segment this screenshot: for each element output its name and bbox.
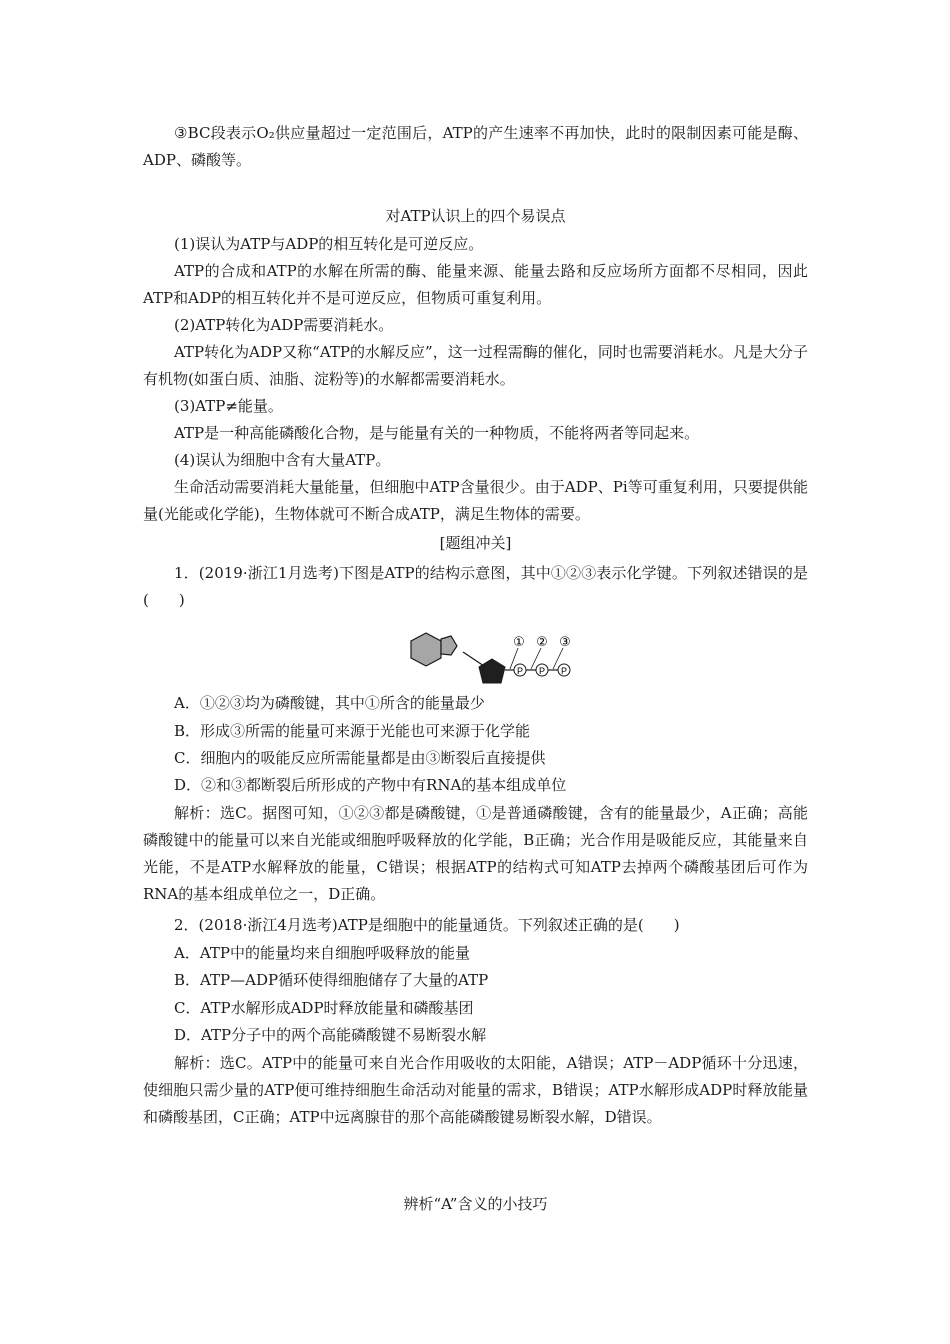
adenine-ring xyxy=(411,633,457,666)
misconception-1-body: ATP的合成和ATP的水解在所需的酶、能量来源、能量去路和反应场所方面都不尽相同，因此ATP和ADP的相互转化并不是可逆反应，但物质可重复利用。 xyxy=(143,262,808,307)
adenine-pentagon xyxy=(441,636,457,655)
question-2-option-a: A．ATP中的能量均来自细胞呼吸释放的能量 xyxy=(174,944,470,962)
bond-label-2: ② xyxy=(536,635,548,650)
question-2-stem: 2．(2018·浙江4月选考)ATP是细胞中的能量通货。下列叙述正确的是( ) xyxy=(174,916,680,934)
question-1-analysis: 解析：选C。据图可知，①②③都是磷酸键，①是普通磷酸键，含有的能量最少，A正确；高能磷酸键中的能量可以来自光能或细胞呼吸释放的化学能，B正确；光合作用是吸能反应，其能量来自光能，不是ATP水解释放的能量，C错误；根据ATP的结构式可知ATP去掉两个磷酸基团后可作为RNA的基本组成单位之一，D正确。 xyxy=(143,804,808,903)
question-2-option-b: B．ATP—ADP循环使得细胞储存了大量的ATP xyxy=(174,971,489,989)
practice-heading: [题组冲关] xyxy=(439,534,512,552)
bond-label-3: ③ xyxy=(559,635,571,650)
misconception-2-body: ATP转化为ADP又称“ATP的水解反应”，这一过程需酶的催化，同时也需要消耗水。凡是大分子有机物(如蛋白质、油脂、淀粉等)的水解都需要消耗水。 xyxy=(143,343,808,388)
misconception-4-body: 生命活动需要消耗大量能量，但细胞中ATP含量很少。由于ADP、Pi等可重复利用，只要提供能量(光能或化学能)，生物体就可不断合成ATP，满足生物体的需要。 xyxy=(143,478,808,523)
atp-structure-diagram xyxy=(408,626,578,694)
question-1-option-a: A．①②③均为磷酸键，其中①所含的能量最少 xyxy=(174,694,485,712)
section-title-atp-misconceptions: 对ATP认识上的四个易误点 xyxy=(385,207,566,225)
misconception-2-heading: (2)ATP转化为ADP需要消耗水。 xyxy=(174,316,394,334)
svg-text:P: P xyxy=(560,666,568,676)
section-title-a-meaning: 辨析“A”含义的小技巧 xyxy=(403,1195,548,1213)
misconception-3-body: ATP是一种高能磷酸化合物，是与能量有关的一种物质，不能将两者等同起来。 xyxy=(174,424,700,442)
svg-text:P: P xyxy=(516,666,524,676)
question-1-option-c: C．细胞内的吸能反应所需能量都是由③断裂后直接提供 xyxy=(174,749,546,767)
adenine-hexagon xyxy=(411,633,441,666)
phosphate-2 xyxy=(536,664,548,676)
question-1-option-d: D．②和③都断裂后所形成的产物中有RNA的基本组成单位 xyxy=(174,776,567,794)
svg-text:P: P xyxy=(538,666,546,676)
intro-item-3: ③BC段表示O₂供应量超过一定范围后，ATP的产生速率不再加快，此时的限制因素可能是酶、ADP、磷酸等。 xyxy=(143,124,808,169)
question-2-analysis: 解析：选C。ATP中的能量可来自光合作用吸收的太阳能，A错误；ATP－ADP循环十分迅速，使细胞只需少量的ATP便可维持细胞生命活动对能量的需求，B错误；ATP水解形成ADP时释放能量和磷酸基团，C正确；ATP中远离腺苷的那个高能磷酸键易断裂水解，D错误。 xyxy=(143,1054,808,1126)
misconception-3-heading: (3)ATP≠能量。 xyxy=(174,397,283,415)
ribose-pentagon xyxy=(479,659,505,683)
phosphate-3 xyxy=(558,664,570,676)
phosphate-1 xyxy=(514,664,526,676)
question-2-option-d: D．ATP分子中的两个高能磷酸键不易断裂水解 xyxy=(174,1026,487,1044)
adenine-ribose-bond xyxy=(463,652,484,666)
question-1-option-b: B．形成③所需的能量可来源于光能也可来源于化学能 xyxy=(174,722,531,740)
question-1-stem: 1．(2019·浙江1月选考)下图是ATP的结构示意图，其中①②③表示化学键。下列叙述错误的是( ) xyxy=(143,564,808,609)
misconception-1-heading: (1)误认为ATP与ADP的相互转化是可逆反应。 xyxy=(174,235,484,253)
misconception-4-heading: (4)误认为细胞中含有大量ATP。 xyxy=(174,451,391,469)
bond-label-1: ① xyxy=(513,635,525,650)
question-2-option-c: C．ATP水解形成ADP时释放能量和磷酸基团 xyxy=(174,999,474,1017)
